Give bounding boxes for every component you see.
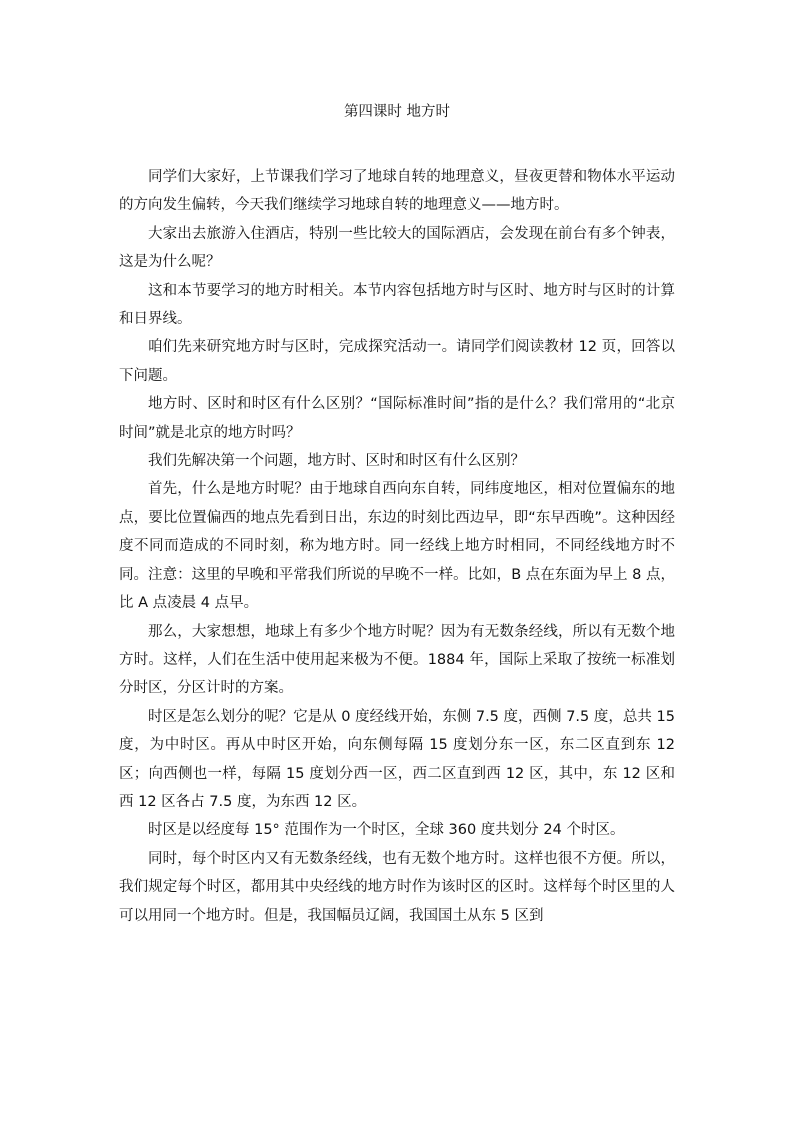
paragraph-9: 时区是怎么划分的呢？它是从 0 度经线开始，东侧 7.5 度，西侧 7.5 度，总共 15 度，为中时区。再从中时区开始，向东侧每隔 15 度划分东一区，东二区直到东 12 区；向西侧也一样，每隔 15 度划分西一区，西二区直到西 12 区，其中，东 12 区和西 12 区各占 7.5 度，为东西 12 区。: [119, 708, 675, 810]
paragraph-8: 那么，大家想想，地球上有多少个地方时呢？因为有无数条经线，所以有无数个地方时。这样，人们在生活中使用起来极为不便。1884 年，国际上采取了按统一标准划分时区，分区计时的方案。: [119, 623, 675, 697]
paragraph-5: 地方时、区时和时区有什么区别？“国际标准时间”指的是什么？我们常用的“北京时间”就是北京的地方时吗？: [119, 396, 675, 441]
paragraph-1: 同学们大家好，上节课我们学习了地球自转的地理意义，昼夜更替和物体水平运动的方向发生偏转，今天我们继续学习地球自转的地理意义——地方时。: [119, 169, 675, 214]
paragraph-7: 首先，什么是地方时呢？由于地球自西向东自转，同纬度地区，相对位置偏东的地点，要比位置偏西的地点先看到日出，东边的时刻比西边早，即“东早西晚”。这种因经度不同而造成的不同时刻，称为地方时。同一经线上地方时相同，不同经线地方时不同。注意：这里的早晚和平常我们所说的早晚不一样。比如，B 点在东面为早上 8 点，比 A 点凌晨 4 点早。: [119, 481, 675, 612]
document-body: [119, 163, 675, 930]
page-title: 第四课时 地方时: [343, 104, 451, 120]
paragraph-3: 这和本节要学习的地方时相关。本节内容包括地方时与区时、地方时与区时的计算和日界线。: [119, 282, 675, 328]
paragraph-6: 我们先解决第一个问题，地方时、区时和时区有什么区别？: [148, 453, 525, 470]
paragraph-2: 大家出去旅游入住酒店，特别一些比较大的国际酒店，会发现在前台有多个钟表，这是为什么呢？: [119, 225, 675, 271]
paragraph-11: 同时，每个时区内又有无数条经线，也有无数个地方时。这样也很不方便。所以，我们规定每个时区，都用其中央经线的地方时作为该时区的区时。这样每个时区里的人可以用同一个地方时。但是，我国幅员辽阔，我国国土从东 5 区到: [119, 850, 675, 924]
paragraph-4: 咱们先来研究地方时与区时，完成探究活动一。请同学们阅读教材 12 页，回答以下问题。: [119, 339, 675, 384]
paragraph-10: 时区是以经度每 15° 范围作为一个时区，全球 360 度共划分 24 个时区。: [148, 822, 625, 839]
